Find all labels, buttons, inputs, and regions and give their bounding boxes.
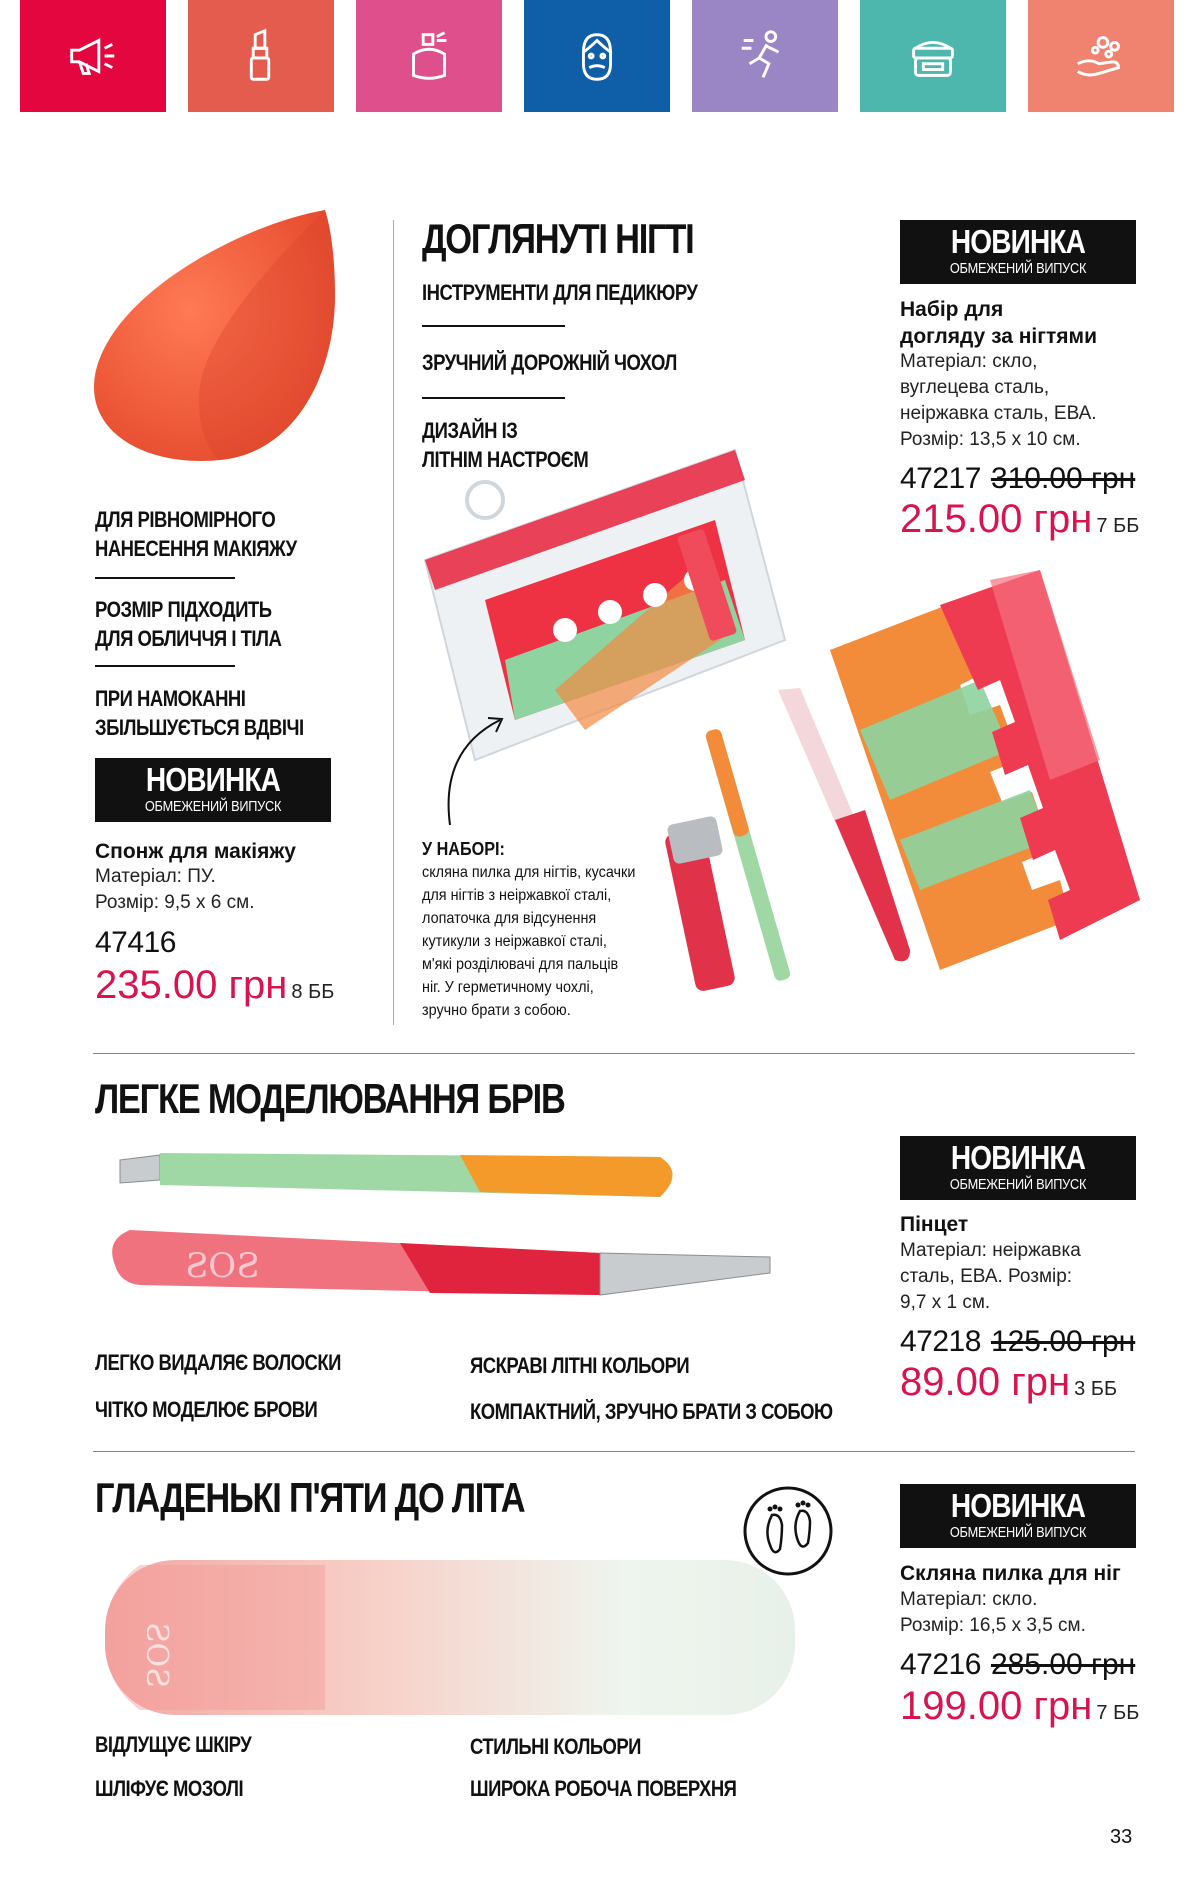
new-badge-title: НОВИНКА (950, 223, 1086, 260)
beauty-points: 8 ББ (291, 981, 335, 1003)
old-price: 310.00 грн (990, 462, 1136, 495)
code-row (900, 1648, 1135, 1682)
product-name: Пінцет (900, 1213, 969, 1236)
arrow-icon (440, 710, 510, 830)
code-row (900, 1325, 1135, 1359)
product-code: 47217 (900, 462, 981, 495)
category-tab-promo[interactable] (20, 0, 166, 112)
nails-feature-3: ДИЗАЙН ІЗ (422, 418, 518, 443)
kit-contents-title: У НАБОРІ: (422, 839, 505, 859)
category-tab-fragrance[interactable] (356, 0, 502, 112)
price: 199.00 грн (900, 1684, 1093, 1728)
new-badge-title: НОВИНКА (950, 1487, 1086, 1524)
product-description: Матеріал: скло. Розмір: 16,5 х 3,5 см. (900, 1589, 1086, 1636)
new-badge-subtitle: ОБМЕЖЕНИЙ ВИПУСК (949, 1524, 1087, 1541)
brows-feature-2: ЧІТКО МОДЕЛЮЄ БРОВИ (95, 1397, 318, 1422)
new-badge (95, 758, 331, 822)
price-row (900, 1684, 1139, 1729)
category-tab-body[interactable] (1028, 0, 1174, 112)
old-price: 285.00 грн (990, 1648, 1136, 1681)
new-badge (900, 1484, 1136, 1548)
foot-file-image (100, 1555, 800, 1720)
category-tab-makeup[interactable] (188, 0, 334, 112)
beauty-points: 3 ББ (1074, 1378, 1118, 1400)
runner-icon (734, 25, 796, 87)
sponge-feature-2: НАНЕСЕННЯ МАКІЯЖУ (95, 536, 297, 561)
section-title-heels: ГЛАДЕНЬКІ П'ЯТИ ДО ЛІТА (95, 1474, 525, 1521)
product-code: 47416 (95, 926, 176, 959)
section-title-brows: ЛЕГКЕ МОДЕЛЮВАННЯ БРІВ (95, 1075, 565, 1122)
price: 215.00 грн (900, 497, 1093, 541)
nails-feature-2: ЗРУЧНИЙ ДОРОЖНІЙ ЧОХОЛ (422, 350, 677, 375)
category-tab-men[interactable] (524, 0, 670, 112)
new-badge (900, 220, 1136, 284)
product-name: Набір для догляду за нігтями (900, 298, 1097, 348)
man-face-icon (566, 25, 628, 87)
lipstick-icon (230, 25, 292, 87)
price-row (900, 497, 1139, 542)
code-row (900, 462, 1135, 496)
divider (95, 577, 235, 579)
brows-feature-4: КОМПАКТНИЙ, ЗРУЧНО БРАТИ З СОБОЮ (470, 1399, 833, 1424)
sponge-feature-4: ДЛЯ ОБЛИЧЧЯ І ТІЛА (95, 626, 282, 651)
category-tab-wellness[interactable] (692, 0, 838, 112)
divider (422, 397, 565, 399)
price-row (900, 1360, 1117, 1405)
divider (95, 665, 235, 667)
perfume-icon (398, 25, 460, 87)
heels-feature-3: СТИЛЬНІ КОЛЬОРИ (470, 1734, 641, 1759)
section-title-nails: ДОГЛЯНУТІ НІГТІ (422, 215, 694, 262)
tweezers-image (100, 1145, 800, 1320)
cream-jar-icon (902, 25, 964, 87)
heels-feature-2: ШЛІФУЄ МОЗОЛІ (95, 1776, 244, 1801)
kit-contents: У НАБОРІ: скляна пилка для нігтів, кусачки для нігтів з неіржавкої сталі, лопаточка для відсунення кутикули з неіржавкої сталі, м'які розділювачі для пальців ніг. У герметичному чохлі, зручно брати з собою. (422, 839, 636, 1019)
new-badge-title: НОВИНКА (950, 1139, 1086, 1176)
new-badge (900, 1136, 1136, 1200)
new-badge-subtitle: ОБМЕЖЕНИЙ ВИПУСК (144, 798, 282, 815)
product-description: Матеріал: ПУ. Розмір: 9,5 х 6 см. (95, 866, 255, 913)
beauty-points: 7 ББ (1096, 1702, 1140, 1724)
section-divider (93, 1451, 1135, 1452)
heels-feature-1: ВІДЛУЩУЄ ШКІРУ (95, 1732, 252, 1757)
megaphone-icon (62, 25, 124, 87)
new-badge-title: НОВИНКА (145, 761, 281, 798)
nails-feature-4: ЛІТНІМ НАСТРОЄМ (422, 447, 589, 472)
brows-feature-3: ЯСКРАВІ ЛІТНІ КОЛЬОРИ (470, 1353, 690, 1378)
nail-tools-image (660, 560, 1180, 1030)
svg-text:ƧOƧ: ƧOƧ (185, 1246, 260, 1286)
beauty-points: 7 ББ (1096, 515, 1140, 537)
new-badge-subtitle: ОБМЕЖЕНИЙ ВИПУСК (949, 1176, 1087, 1193)
heels-feature-4: ШИРОКА РОБОЧА ПОВЕРХНЯ (470, 1776, 737, 1801)
column-divider (393, 220, 394, 1025)
old-price: 125.00 грн (990, 1325, 1136, 1358)
brows-feature-1: ЛЕГКО ВИДАЛЯЄ ВОЛОСКИ (95, 1350, 341, 1375)
price-row (95, 963, 334, 1008)
product-name: Скляна пилка для ніг (900, 1562, 1121, 1585)
divider (422, 325, 565, 327)
product-description: Матеріал: неіржавка сталь, ЕВА. Розмір: 9,7 х 1 см. (900, 1240, 1081, 1313)
sponge-feature-6: ЗБІЛЬШУЄТЬСЯ ВДВІЧІ (95, 715, 304, 740)
section-divider (93, 1053, 1135, 1054)
product-code: 47216 (900, 1648, 981, 1681)
page-number: 33 (1110, 1826, 1133, 1848)
product-code: 47218 (900, 1325, 981, 1358)
product-description: Матеріал: скло, вуглецева сталь, неіржавка сталь, ЕВА. Розмір: 13,5 х 10 см. (900, 351, 1097, 450)
svg-text:ƧOƧ: ƧOƧ (139, 1622, 174, 1688)
category-tab-skincare[interactable] (860, 0, 1006, 112)
hand-bath-icon (1070, 25, 1132, 87)
sponge-feature-5: ПРИ НАМОКАННІ (95, 686, 246, 711)
new-badge-subtitle: ОБМЕЖЕНИЙ ВИПУСК (949, 260, 1087, 277)
sponge-feature-1: ДЛЯ РІВНОМІРНОГО (95, 507, 276, 532)
price: 235.00 грн (95, 963, 288, 1007)
nails-feature-1: ІНСТРУМЕНТИ ДЛЯ ПЕДИКЮРУ (422, 280, 698, 305)
sponge-feature-3: РОЗМІР ПІДХОДИТЬ (95, 597, 272, 622)
price: 89.00 грн (900, 1360, 1071, 1404)
makeup-sponge-image (90, 205, 350, 470)
product-name: Спонж для макіяжу (95, 840, 296, 863)
